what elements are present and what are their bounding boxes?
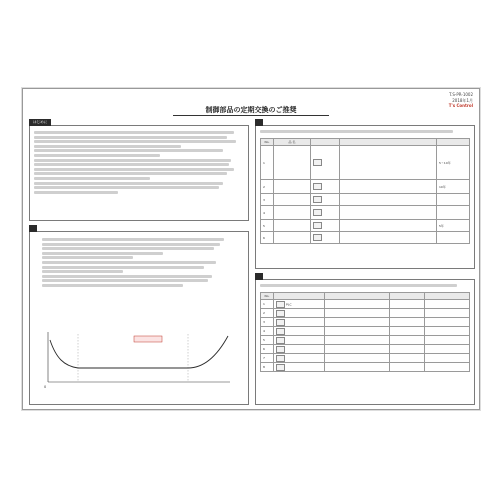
section-heading <box>255 119 263 126</box>
equipment-image <box>276 310 285 317</box>
equipment-image <box>276 346 285 353</box>
equipment-section <box>255 279 475 405</box>
part-image <box>313 183 322 190</box>
parts-intro-text <box>260 130 470 135</box>
table-row: 4 <box>261 206 470 220</box>
equipment-intro-text <box>260 284 470 289</box>
title-underline <box>173 115 329 116</box>
table-row: 5 5年 <box>261 220 470 232</box>
equipment-image <box>276 355 285 362</box>
table-row: 2 <box>261 309 470 318</box>
table-row: 1 5〜10年 <box>261 146 470 180</box>
table-row: 6 <box>261 345 470 354</box>
equipment-image <box>276 319 285 326</box>
table-row: 7 <box>261 354 470 363</box>
table-row: 8 <box>261 363 470 372</box>
section-heading: はじめに <box>29 119 51 126</box>
equipment-image <box>276 301 285 308</box>
parts-section <box>255 125 475 269</box>
equipment-image <box>276 337 285 344</box>
table-row: 1 PLC <box>261 300 470 309</box>
doc-number: T.S-PR-1002 <box>449 92 473 97</box>
table-row: 4 <box>261 327 470 336</box>
lifecycle-text <box>42 238 244 289</box>
part-image <box>313 234 322 241</box>
origin-label: 0 <box>44 385 47 389</box>
section-heading <box>29 225 37 232</box>
intro-section <box>29 120 249 221</box>
table-row: 5 <box>261 336 470 345</box>
equipment-image <box>276 364 285 371</box>
part-image <box>313 222 322 229</box>
document-page <box>22 88 480 410</box>
part-image <box>313 209 322 216</box>
bathtub-curve-diagram <box>38 328 238 394</box>
part-image <box>313 196 322 203</box>
equipment-image <box>276 328 285 335</box>
table-row: 3 <box>261 194 470 206</box>
equipment-table: No. 1 PLC 2 3 4 5 6 7 8 <box>260 292 470 372</box>
wear-zone-marker <box>134 336 162 342</box>
page-title: 制御部品の定期交換のご推奨 <box>205 106 297 114</box>
intro-text <box>34 131 244 195</box>
part-image <box>313 159 322 166</box>
lifecycle-section <box>29 231 249 405</box>
doc-date: 2018年1月 <box>452 98 473 103</box>
brand-name: T's Control <box>448 103 473 108</box>
section-heading <box>255 273 263 280</box>
table-row: 3 <box>261 318 470 327</box>
table-row: 6 <box>261 232 470 244</box>
parts-table: No. 品 名 1 5〜10年 2 10年 3 4 5 5年 6 <box>260 138 470 244</box>
table-row: 2 10年 <box>261 180 470 194</box>
